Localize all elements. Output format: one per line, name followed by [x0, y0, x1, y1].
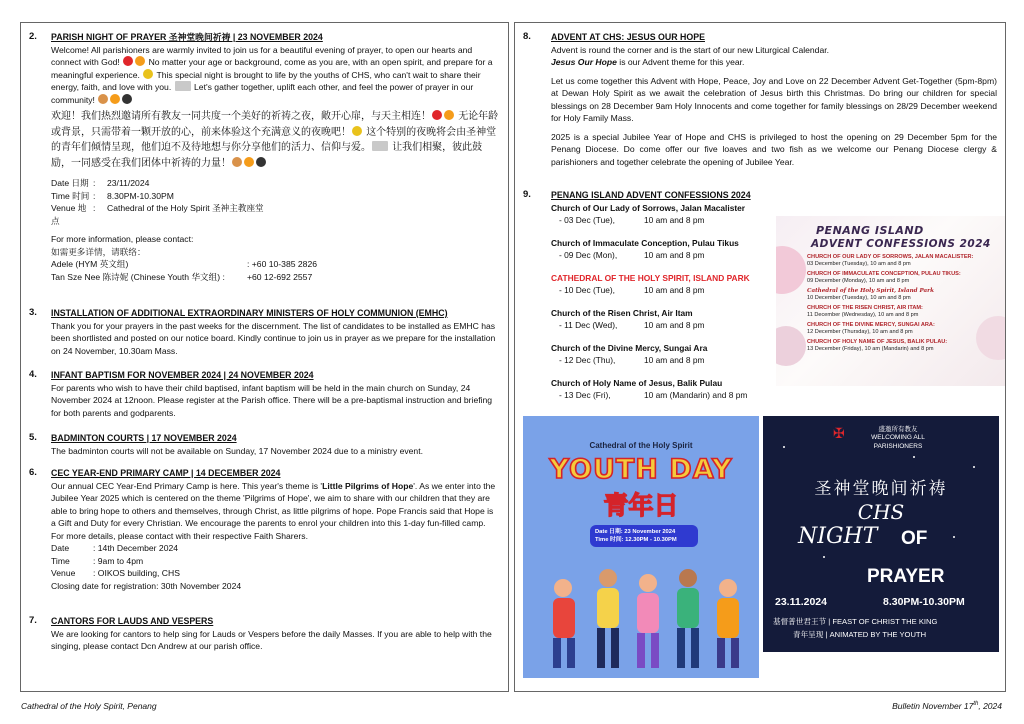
event-time-row: Time 时间 : 8.30PM-10.30PM	[51, 190, 174, 201]
poster-title-zh: 圣神堂晚间祈祷	[814, 479, 948, 499]
poster-title-zh: 青年日	[603, 492, 679, 520]
poster-night: NIGHT	[798, 524, 878, 549]
poster-church-date: 12 December (Thursday), 10 am and 8 pm	[807, 329, 913, 335]
poster-church-name: Cathedral of the Holy Spirit, Island Park	[807, 288, 934, 294]
sparkle-icon	[143, 69, 153, 79]
contact-phone: +60 12-692 2557	[247, 271, 313, 282]
fire-icon	[135, 56, 145, 66]
poster-feast: 基督普世君王节 | FEAST OF CHRIST THE KING	[773, 617, 938, 626]
poster-cathedral: Cathedral of the Holy Spirit	[589, 441, 693, 450]
section-parish-night-prayer	[29, 31, 500, 283]
poster-church-date: 09 December (Monday), 10 am and 8 pm	[807, 278, 910, 284]
flower-decoration	[776, 326, 806, 366]
contact-row	[51, 258, 500, 271]
sparkle-icon	[352, 126, 362, 136]
poster-item	[807, 322, 1006, 336]
love-letter-icon	[372, 141, 388, 151]
english-paragraph	[51, 44, 500, 107]
section-heading: INSTALLATION OF ADDITIONAL EXTRAORDINARY MINISTERS OF HOLY COMMUNION (EMHC)	[51, 308, 448, 318]
label: Venue	[51, 568, 76, 579]
poster-church-name: CHURCH OF THE DIVINE MERCY, SUNGAI ARA:	[807, 322, 935, 328]
footer-text: Bulletin November 17	[892, 701, 974, 711]
poster-church-date: 13 December (Friday), 10 am (Mandarin) and 8 pm	[807, 346, 934, 352]
section-infant-baptism	[29, 369, 500, 419]
section-advent	[523, 31, 997, 168]
section-text: Thank you for your prayers in the past weeks for the discernment. The list of candidates to be installed as EMHC has been shortlisted and posted on our notice board. Kindly continue to join us in prayer as we prepare for the installation on 24 November, 10.30am Mass.	[51, 320, 496, 356]
paragraph-text: Let us come together this Advent with Hope, Peace, Joy and Love on 22 December Advent Get-Together (5pm-8pm) at Dewan Holy Spirit as we await the celebration of Jesus birth this Christmas. Do bring our children for special blessings on 28 December 9am Holy Innocents and come together for family blessings on 28/29 December weekend for Holy Family Mass.	[551, 75, 997, 123]
poster-item	[807, 271, 1006, 285]
poster-items	[807, 254, 1006, 356]
label: Date	[51, 543, 70, 553]
church-name: Church of the Divine Mercy, Sungai Ara	[551, 342, 708, 353]
value: : 14th December 2024	[93, 543, 179, 553]
chinese-paragraph	[51, 109, 500, 171]
paragraph-text: Advent is round the corner and is the start of our new Liturgical Calendar.	[551, 44, 830, 55]
confession-schedule	[551, 319, 773, 331]
poster-item	[807, 305, 1006, 319]
section-number: 7.	[29, 615, 37, 626]
poster-church-date: 10 December (Tuesday), 10 am and 8 pm	[807, 295, 911, 301]
confession-schedule	[551, 249, 773, 261]
footer-sup: th	[973, 701, 979, 708]
poster-title: YOUTH DAY	[549, 454, 733, 485]
camp-time-row	[51, 555, 500, 568]
confession-time: 10 am and 8 pm	[644, 214, 705, 225]
label: Time 时间	[51, 190, 90, 201]
youth-crowd-illustration	[523, 548, 759, 678]
paragraph-text: No matter your age or background, come as you are, with an open spirit, and prepare for a meaningful experience.	[51, 57, 493, 80]
contact-row	[51, 271, 500, 284]
youth-day-poster	[523, 416, 759, 678]
section-number: 3.	[29, 307, 37, 318]
poster-date: 23.11.2024	[775, 596, 827, 608]
poster-prayer: PRAYER	[867, 566, 945, 587]
section-text: We are looking for cantors to help sing for Lauds or Vespers before the daily Masses. If you are able to help with the singing, please contact Dcn Andrew at our parish office.	[51, 628, 492, 651]
section-heading: CANTORS FOR LAUDS AND VESPERS	[51, 616, 214, 626]
section-text: For parents who wish to have their child baptised, infant baptism will be held in the main church on Sunday, 24 November 2024 at 12noon. Please register at the Parish office. There will be a pre-baptismal instruction and briefing for both parents and godparents.	[51, 382, 493, 418]
poster-date: Date 日期: 23 November 2024	[595, 529, 676, 535]
people-icon	[122, 94, 132, 104]
confession-schedule	[551, 389, 773, 401]
confession-date: - 12 Dec (Thu),	[559, 354, 616, 365]
flower-decoration	[776, 246, 806, 294]
poster-item	[807, 288, 1006, 302]
section-heading: BADMINTON COURTS | 17 NOVEMBER 2024	[51, 433, 237, 443]
section-number: 2.	[29, 31, 37, 42]
contact-name: Adele (HYM 英文组)	[51, 259, 129, 270]
poster-church-date: 03 December (Tuesday), 10 am and 8 pm	[807, 261, 911, 267]
paragraph-text: 这个特别的夜晚将会由圣神堂的青年们倾情呈现，他们迫不及待地想与你分享他们的活力、信仰与爱。	[51, 126, 497, 153]
contact-phone: : +60 10-385 2826	[247, 259, 318, 270]
cross-logo-icon: ✠	[833, 425, 845, 441]
advent-confessions-poster	[776, 216, 1006, 386]
section-heading: PARISH NIGHT OF PRAYER 圣神堂晚间祈祷 | 23 NOVEMBER 2024	[51, 32, 323, 42]
contact-name: Tan Sze Nee 陈诗妮 (Chinese Youth 华文组) :	[51, 271, 225, 282]
paragraph-text: This special night is brought to life by the youths of CHS, who can't wait to share their energy, faith, and love with you.	[51, 69, 481, 92]
section-number: 6.	[29, 467, 37, 478]
section-number: 4.	[29, 369, 37, 380]
poster-info-box	[590, 525, 698, 547]
church-name: Church of Immaculate Conception, Pulau Tikus	[551, 237, 739, 248]
heart-icon	[432, 110, 442, 120]
label: Venue 地点	[51, 203, 87, 226]
section-heading: INFANT BAPTISM FOR NOVEMBER 2024 | 24 NOVEMBER 2024	[51, 370, 314, 380]
confession-schedule	[551, 354, 773, 366]
heart-icon	[123, 56, 133, 66]
advent-theme-line	[551, 56, 997, 69]
contact-heading: For more information, please contact:	[51, 234, 194, 245]
section-confessions	[523, 189, 773, 401]
value: : 9am to 4pm	[93, 555, 144, 566]
poster-chs: CHS	[857, 500, 905, 524]
poster-of: OF	[901, 528, 928, 549]
section-heading: ADVENT AT CHS: JESUS OUR HOPE	[551, 32, 705, 42]
church-name: Church of Holy Name of Jesus, Balik Pulau	[551, 377, 723, 388]
footer-text: , 2024	[978, 701, 1002, 711]
paragraph-text: Our annual CEC Year-End Primary Camp is here. This year's theme is '	[51, 480, 323, 491]
church-name: Church of Our Lady of Sorrows, Jalan Macalister	[551, 202, 746, 213]
paragraph-text: is our Advent theme for this year.	[616, 57, 745, 67]
paragraph-text: 2025 is a special Jubilee Year of Hope and CHS is privileged to host the opening on 29 December 5pm for the Penang Diocese. Do come offer our five loaves and two fish as we welcome our Penang Diocese clergy & parishioners and together celebrate the opening of Jubilee Year.	[551, 131, 997, 167]
contact-heading-zh: 如需更多详情，请联络：	[51, 246, 146, 257]
event-venue-row: Venue 地点 : Cathedral of the Holy Spirit 圣神主教座堂	[51, 203, 264, 226]
confession-date: - 09 Dec (Mon),	[559, 249, 618, 260]
flexed-arm-icon	[232, 157, 242, 167]
section-text	[51, 480, 500, 543]
paragraph-text: Let's gather together, uplift each other, and feel the power of prayer in our community!	[51, 82, 474, 105]
confession-schedule	[551, 284, 773, 296]
love-letter-icon	[175, 81, 191, 91]
left-column	[20, 22, 509, 692]
church-name: Church of the Risen Christ, Air Itam	[551, 307, 693, 318]
flexed-arm-icon	[98, 94, 108, 104]
event-date-row: Date 日期 : 23/11/2024	[51, 178, 150, 188]
poster-item	[807, 254, 1006, 268]
confession-date: - 13 Dec (Fri),	[559, 389, 611, 400]
value: : OIKOS building, CHS	[93, 568, 180, 579]
poster-welcome: PARISHIONERS	[873, 443, 923, 450]
right-column	[514, 22, 1006, 692]
paragraph-text: '. As we enter into the Jubilee Year 2025 which is centered on the theme 'Pilgrims of Hope', we aim to share with our children that they are able to bring hope to others and themselves, through Christ, as little pilgrims of hope. Pope Francis said that Hope is a Gift and Duty for every Christian. We encourage the parents to enrol your children into this 1-day fun-filled camp. For more details, please contact with their respective Faith Sharers.	[51, 480, 496, 541]
value: 8.30PM-10.30PM	[107, 190, 174, 201]
value: Cathedral of the Holy Spirit 圣神主教座堂	[107, 203, 264, 214]
paragraph-text: 让我们相聚，彼此鼓励，一同感受在我们团体中祈祷的力量！	[51, 142, 483, 169]
section-number: 9.	[523, 189, 531, 200]
poster-church-name: CHURCH OF OUR LADY OF SORROWS, JALAN MACALISTER:	[807, 254, 974, 260]
camp-venue-row	[51, 567, 500, 580]
confession-time: 10 am and 8 pm	[644, 319, 705, 330]
footer-parish-name: Cathedral of the Holy Spirit, Penang	[21, 701, 157, 711]
confession-date: - 10 Dec (Tue),	[559, 284, 616, 295]
poster-time: Time 时间: 12.30PM - 10.30PM	[595, 537, 677, 543]
poster-church-name: CHURCH OF IMMACULATE CONCEPTION, PULAU TIKUS:	[807, 271, 961, 277]
section-badminton	[29, 432, 500, 457]
fire-icon	[444, 110, 454, 120]
poster-welcome-zh: 盛邀所有教友	[878, 426, 918, 433]
poster-title: PENANG ISLAND	[816, 224, 924, 237]
section-cec-camp	[29, 467, 500, 592]
confession-time: 10 am (Mandarin) and 8 pm	[644, 389, 748, 400]
section-number: 8.	[523, 31, 531, 42]
section-heading: PENANG ISLAND ADVENT CONFESSIONS 2024	[551, 190, 751, 200]
camp-theme: Little Pilgrims of Hope	[322, 480, 414, 491]
confession-time: 10 am and 8 pm	[644, 284, 705, 295]
section-heading: CEC YEAR-END PRIMARY CAMP | 14 DECEMBER 2024	[51, 468, 281, 478]
night-of-prayer-poster	[763, 416, 999, 652]
closing-date: Closing date for registration: 30th November 2024	[51, 580, 242, 591]
poster-animated-by: 青年呈现 | ANIMATED BY THE YOUTH	[793, 630, 927, 639]
paragraph-text: 欢迎！我们热烈邀请所有教友一同共度一个美好的祈祷之夜，敞开心扉，与天主相连！	[51, 111, 431, 122]
confession-date: - 11 Dec (Wed),	[559, 319, 618, 330]
section-number: 5.	[29, 432, 37, 443]
confession-schedule	[551, 214, 773, 226]
confession-time: 10 am and 8 pm	[644, 354, 705, 365]
confession-date: - 03 Dec (Tue),	[559, 214, 616, 225]
paragraph-text: Welcome! All parishioners are warmly invited to join us for a beautiful evening of prayer, to open our hearts and connect with God!	[51, 44, 473, 67]
poster-time: 8.30PM-10.30PM	[883, 596, 965, 608]
label: Date 日期	[51, 178, 89, 188]
poster-church-date: 11 December (Wednesday), 10 am and 8 pm	[807, 312, 919, 318]
footer-bulletin-date	[892, 701, 1002, 711]
section-emhc	[29, 307, 500, 357]
fire-icon	[110, 94, 120, 104]
poster-subtitle: ADVENT CONFESSIONS 2024	[811, 238, 991, 250]
camp-date-row	[51, 542, 500, 555]
poster-item	[807, 339, 1006, 353]
poster-welcome: WELCOMING ALL	[871, 434, 925, 441]
value: 23/11/2024	[107, 178, 150, 188]
fire-icon	[244, 157, 254, 167]
people-icon	[256, 157, 266, 167]
church-name: CATHEDRAL OF THE HOLY SPIRIT, ISLAND PARK	[551, 272, 750, 283]
paragraph-text: 无论年龄或背景，只需带着一颗开放的心，前来体验这个充满意义的夜晚吧！	[51, 111, 499, 138]
section-text: The badminton courts will not be available on Sunday, 17 November 2024 due to a ministry event.	[51, 445, 423, 456]
church-list	[551, 202, 773, 401]
section-cantors	[29, 615, 500, 653]
advent-theme: Jesus Our Hope	[551, 57, 617, 67]
label: Time	[51, 555, 70, 566]
poster-church-name: CHURCH OF HOLY NAME OF JESUS, BALIK PULAU:	[807, 339, 948, 345]
poster-church-name: CHURCH OF THE RISEN CHRIST, AIR ITAM:	[807, 305, 923, 311]
confession-time: 10 am and 8 pm	[644, 249, 705, 260]
